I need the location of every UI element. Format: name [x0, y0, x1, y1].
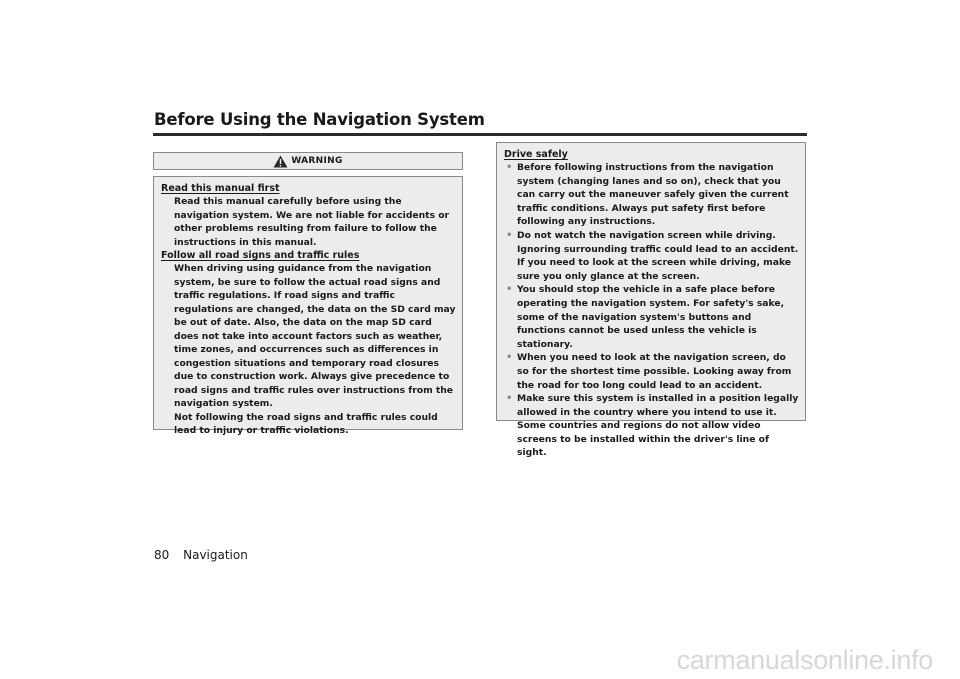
title-divider [153, 133, 807, 136]
warning-box [153, 176, 463, 436]
drive-safely-box [496, 142, 806, 459]
watermark: carmanualsonline.info [676, 645, 933, 675]
drive-safely-list [504, 161, 799, 460]
bullet-icon: • [506, 284, 513, 296]
warning-header [153, 152, 463, 170]
warning-triangle-icon [273, 155, 288, 168]
section-heading: Read this manual first [161, 183, 280, 194]
bullet-icon: • [506, 352, 513, 364]
page-number: 80 [154, 548, 170, 562]
list-item: • When you need to look at the navigation screen, do so for the shortest time possible. Looking away from the road for too long could lead to an accident. [506, 352, 792, 391]
list-item: • You should stop the vehicle in a safe place before operating the navigation system. For safety's sake, some of the navigation system's buttons and functions cannot be used unless the vehicle is stationary. [506, 284, 785, 350]
footer-section: Navigation [183, 548, 248, 562]
warning-section [161, 249, 456, 438]
list-item: • Before following instructions from the navigation system (changing lanes and so on), check that you can carry out the maneuver safely given the current traffic conditions. Always put safety first before following any instructions. [506, 162, 789, 228]
page-title: Before Using the Navigation System [154, 110, 485, 129]
section-heading: Drive safely [504, 149, 568, 160]
warning-section [161, 182, 456, 249]
section-paragraph: Read this manual carefully before using the navigation system. We are not liable for accidents or other problems resulting from failure to follow the instructions in this manual. [174, 196, 450, 248]
list-item: • Make sure this system is installed in a position legally allowed in the country where you intend to use it. Some countries and regions do not allow video screens to be installed within the driver's line of sight. [506, 393, 799, 459]
page-footer [154, 548, 248, 562]
section-heading: Follow all road signs and traffic rules [161, 250, 360, 261]
bullet-icon: • [506, 229, 513, 241]
bullet-icon: • [506, 162, 513, 173]
list-item: • Do not watch the navigation screen while driving. Ignoring surrounding traffic could lead to an accident. If you need to look at the screen while driving, make sure you only glance at the screen. [506, 229, 799, 282]
section-paragraph: When driving using guidance from the navigation system, be sure to follow the actual road signs and traffic regulations. If road signs and traffic regulations are changed, the data on the SD card may be out of date. Also, the data on the map SD card does not take into account factors such as weather, time zones, and occurrences such as differences in congestion situations and temporary road closures due to construction work. Always give precedence to road signs and traffic rules over instructions from the navigation system. [174, 263, 456, 409]
warning-label: WARNING [291, 156, 343, 166]
section-paragraph: Not following the road signs and traffic rules could lead to injury or traffic violations. [174, 411, 438, 436]
bullet-icon: • [506, 393, 513, 405]
